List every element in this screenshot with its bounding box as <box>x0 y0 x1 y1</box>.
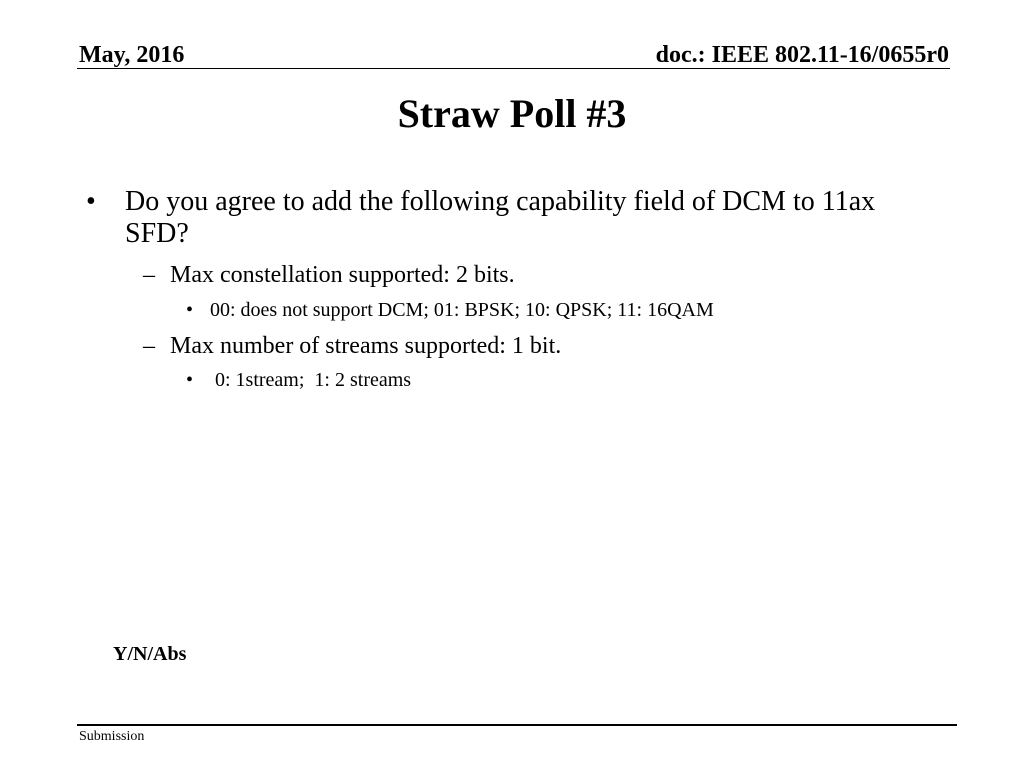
bullet-marker: • <box>186 369 194 391</box>
sub-sub-bullet-constellation-values-text: 00: does not support DCM; 01: BPSK; 10: QPSK; 11: 16QAM <box>210 299 714 321</box>
vote-options-label: Y/N/Abs <box>113 643 187 665</box>
dash-marker: – <box>143 333 155 359</box>
header-doc-id: doc.: IEEE 802.11-16/0655r0 <box>655 42 949 68</box>
footer-submission: Submission <box>79 729 145 744</box>
header-divider <box>77 68 950 69</box>
sub-bullet-constellation-text: Max constellation supported: 2 bits. <box>170 262 515 288</box>
footer-divider <box>77 724 957 726</box>
bullet-marker: • <box>86 186 96 217</box>
dash-marker: – <box>143 262 155 288</box>
bullet-marker: • <box>186 299 194 321</box>
header-date: May, 2016 <box>79 42 185 68</box>
sub-bullet-streams-text: Max number of streams supported: 1 bit. <box>170 333 562 359</box>
slide-title: Straw Poll #3 <box>397 91 627 136</box>
sub-sub-bullet-streams-values-text: 0: 1stream; 1: 2 streams <box>210 369 412 391</box>
bullet-question-text: Do you agree to add the following capability field of DCM to 11ax SFD? <box>125 186 876 249</box>
